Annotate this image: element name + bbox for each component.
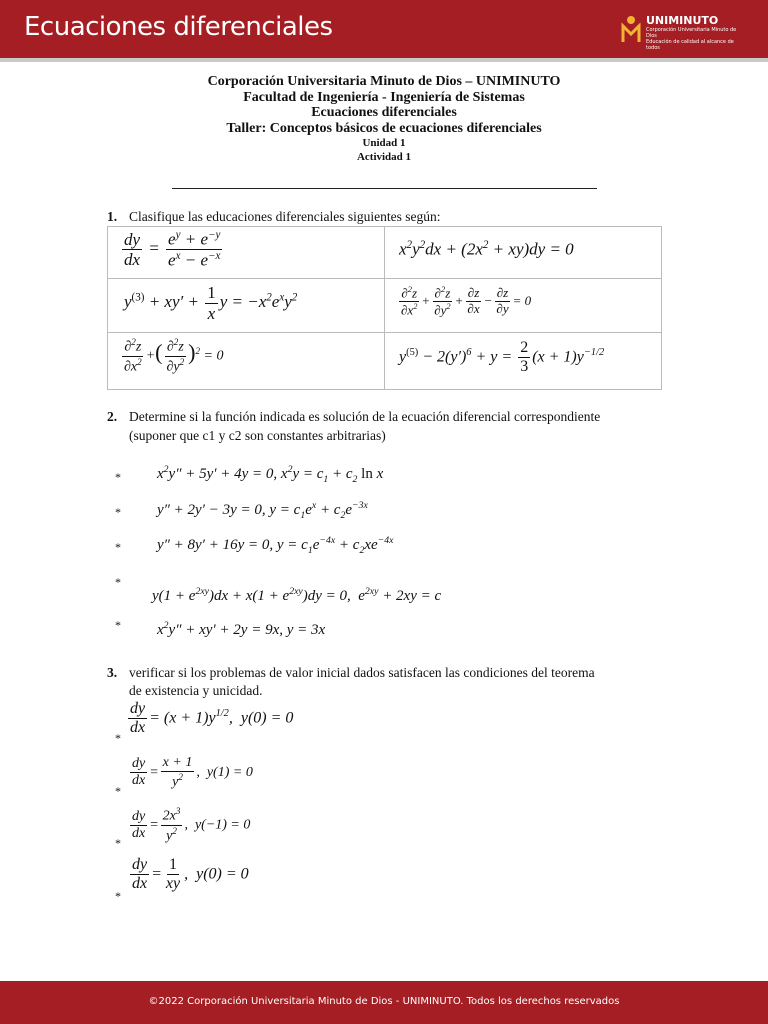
heading-workshop: Taller: Conceptos básicos de ecuaciones diferenciales xyxy=(226,120,542,136)
equation-cell: $y^{(3)} + xy'$ + $\frac{1}{x}$ $y = -x^2e^xy^2$ xyxy=(124,283,298,323)
bullet: * xyxy=(115,731,121,745)
heading-faculty: Facultad de Ingeniería - Ingeniería de Sistemas xyxy=(243,89,525,105)
bullet: * xyxy=(115,889,121,903)
logo-name: UNIMINUTO xyxy=(646,14,719,27)
bullet: * xyxy=(115,784,121,798)
heading-institution: Corporación Universitaria Minuto de Dios – UNIMINUTO xyxy=(207,74,561,89)
equation-item: $\frac{dy}{dx}$ = $\frac{1}{xy}$ , y(0) = 0 xyxy=(132,856,249,893)
bullet: * xyxy=(115,618,121,632)
bullet: * xyxy=(115,836,121,850)
bullet: * xyxy=(115,575,121,589)
bullet: * xyxy=(115,540,121,554)
document-heading xyxy=(0,74,768,164)
header-title: Ecuaciones diferenciales xyxy=(24,12,333,42)
bullet: * xyxy=(115,505,121,519)
equation-cell: $y^{(5)} - 2(y')^6 + y$ = $\frac{2}{3}$ $(x + 1)y^{-1/2}$ xyxy=(399,339,605,376)
bullet: * xyxy=(115,470,121,484)
classification-table xyxy=(107,226,662,390)
equation-cell: $\frac{\partial^2z}{\partial x^2}$ + $\frac{\partial^2z}{\partial y^2}$ + $\frac{\partial z}{\partial x}$ − $\frac{\partial z}{\partial y}$ = 0 xyxy=(401,284,532,318)
footer-copyright: ©2022 Corporación Universitaria Minuto de Dios - UNIMINUTO. Todos los derechos reservados xyxy=(148,996,620,1007)
equation-item: y″ + 2y′ − 3y = 0, $y = c_1e^x + c_2e^{-3x}$ xyxy=(157,500,368,521)
equation-item: $\frac{dy}{dx}$ = $(x + 1)y^{1/2}$, y(0) = 0 xyxy=(130,700,294,737)
equation-cell: $\frac{dy}{dx}$ = $\frac{e^y + e^{-y}}{e^x - e^{-x}}$ xyxy=(124,229,221,270)
logo-subtitle: Corporación Universitaria Minuto de Dios Educación de calidad al alcance de todos xyxy=(646,27,737,51)
footer-bar xyxy=(0,981,768,1024)
uniminuto-logo xyxy=(620,12,750,51)
heading-activity: Actividad 1 xyxy=(356,151,412,163)
header-bar xyxy=(0,0,768,58)
equation-item: $\frac{dy}{dx}$ = $\frac{x + 1}{y^2}$ , y(1) = 0 xyxy=(132,755,253,790)
equation-item: $\frac{dy}{dx}$ = $\frac{2x^3}{y^2}$ , y(−1) = 0 xyxy=(132,806,251,844)
header-divider xyxy=(0,58,768,62)
heading-course: Ecuaciones diferenciales xyxy=(311,105,457,120)
heading-rule xyxy=(172,188,597,189)
heading-unit: Unidad 1 xyxy=(362,137,406,149)
equation-item: $x^2y'' + xy' + 2y = 9x$, y = 3x xyxy=(157,620,326,638)
equation-item: y″ + 8y′ + 16y = 0, $y = c_1e^{-4x} + c_2xe^{-4x}$ xyxy=(157,535,394,556)
equation-item: $x^2y'' + 5y' + 4y = 0$, $x^2y = c_1 + c_2$ ln x xyxy=(157,464,384,485)
logo-mark-icon xyxy=(620,14,642,44)
equation-item: $y(1 + e^{2xy})dx + x(1 + e^{2xy})dy = 0$, $e^{2xy} + 2xy = c$ xyxy=(152,586,442,604)
equation-cell: $x^2y^2dx + (2x^2 + xy)dy = 0$ xyxy=(399,239,574,259)
equation-cell: $\frac{\partial^2z}{\partial x^2}$ +( $\frac{\partial^2z}{\partial y^2}$ )$^2$ = 0 xyxy=(124,337,224,375)
